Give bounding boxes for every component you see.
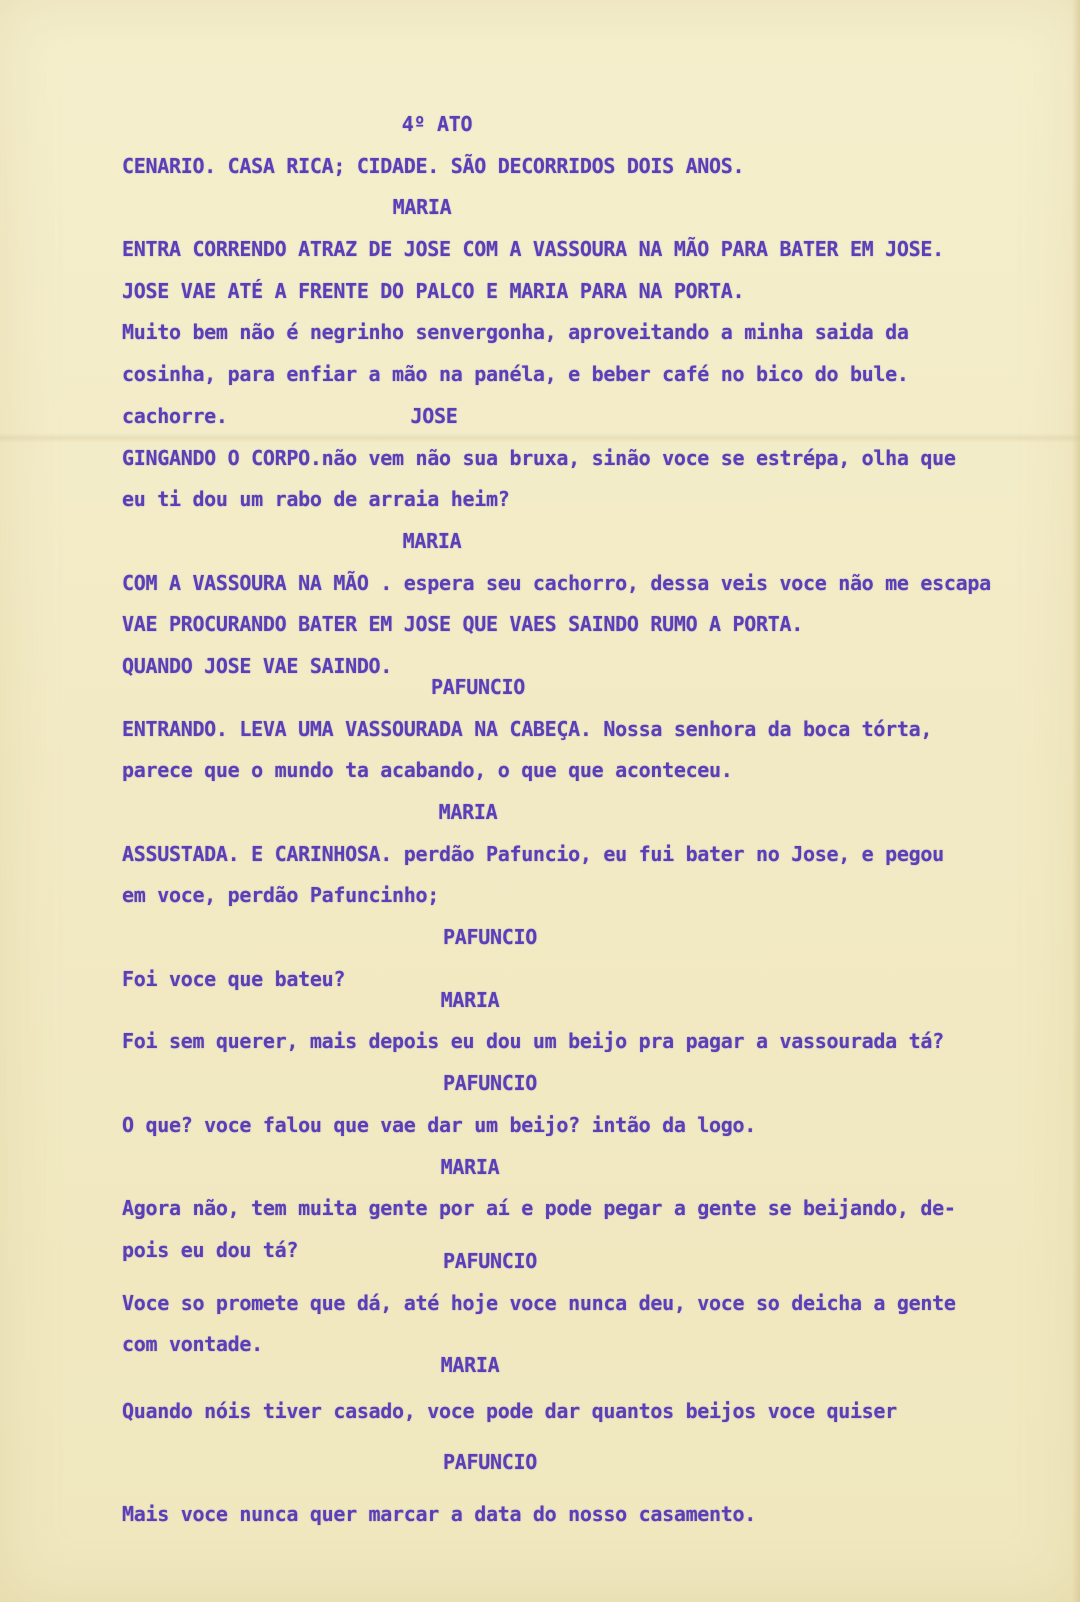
dialogue-line: COM A VASSOURA NA MÃO . espera seu cachorro, dessa veis voce não me escapa — [122, 571, 991, 595]
speaker-name: PAFUNCIO — [443, 925, 537, 949]
speaker-name: MARIA — [440, 1155, 500, 1179]
speaker-name: MARIA — [440, 1353, 500, 1377]
dialogue-line: em voce, perdão Pafuncinho; — [122, 883, 440, 907]
speaker-name: PAFUNCIO — [443, 1071, 537, 1095]
stage-direction: JOSE VAE ATÉ A FRENTE DO PALCO E MARIA PARA NA PORTA. — [122, 279, 745, 303]
speaker-name: PAFUNCIO — [443, 1450, 537, 1474]
dialogue-line: Mais voce nunca quer marcar a data do nosso casamento. — [122, 1502, 757, 1526]
speaker-name: PAFUNCIO — [431, 675, 525, 699]
dialogue-line: cachorre. — [122, 404, 228, 428]
dialogue-line: pois eu dou tá? — [122, 1238, 299, 1262]
speaker-name: MARIA — [392, 195, 452, 219]
dialogue-line: eu ti dou um rabo de arraia heim? — [122, 487, 510, 511]
dialogue-line: Muito bem não é negrinho senvergonha, aproveitando a minha saida da — [122, 320, 909, 344]
dialogue-line: Quando nóis tiver casado, voce pode dar quantos beijos voce quiser — [122, 1399, 897, 1423]
speaker-name: MARIA — [438, 800, 498, 824]
speaker-name: PAFUNCIO — [443, 1249, 537, 1273]
dialogue-line: Foi sem querer, mais depois eu dou um beijo pra pagar a vassourada tá? — [122, 1029, 944, 1053]
speaker-name: JOSE — [410, 404, 458, 428]
dialogue-line: Foi voce que bateu? — [122, 967, 346, 991]
dialogue-line: Voce so promete que dá, até hoje voce nunca deu, voce so deicha a gente — [122, 1291, 956, 1315]
act-heading: 4º ATO — [401, 112, 473, 136]
speaker-name: MARIA — [402, 529, 462, 553]
stage-direction: VAE PROCURANDO BATER EM JOSE QUE VAES SAINDO RUMO A PORTA. — [122, 612, 803, 636]
stage-direction: QUANDO JOSE VAE SAINDO. — [122, 654, 393, 678]
dialogue-line: parece que o mundo ta acabando, o que que aconteceu. — [122, 758, 733, 782]
dialogue-line: cosinha, para enfiar a mão na panéla, e beber café no bico do bule. — [122, 362, 909, 386]
dialogue-line: ENTRANDO. LEVA UMA VASSOURADA NA CABEÇA. Nossa senhora da boca tórta, — [122, 717, 933, 741]
dialogue-line: Agora não, tem muita gente por aí e pode pegar a gente se beijando, de- — [122, 1196, 956, 1220]
speaker-name: MARIA — [440, 988, 500, 1012]
stage-direction: CENARIO. CASA RICA; CIDADE. SÃO DECORRIDOS DOIS ANOS. — [122, 154, 745, 178]
dialogue-line: com vontade. — [122, 1332, 263, 1356]
paper-fold — [0, 433, 1080, 443]
dialogue-line: ASSUSTADA. E CARINHOSA. perdão Pafuncio, eu fui bater no Jose, e pegou — [122, 842, 944, 866]
dialogue-line: O que? voce falou que vae dar um beijo? intão da logo. — [122, 1113, 757, 1137]
dialogue-line: GINGANDO O CORPO.não vem não sua bruxa, sinão voce se estrépa, olha que — [122, 446, 956, 470]
paper-edge — [1072, 0, 1080, 1602]
stage-direction: ENTRA CORRENDO ATRAZ DE JOSE COM A VASSOURA NA MÃO PARA BATER EM JOSE. — [122, 237, 944, 261]
